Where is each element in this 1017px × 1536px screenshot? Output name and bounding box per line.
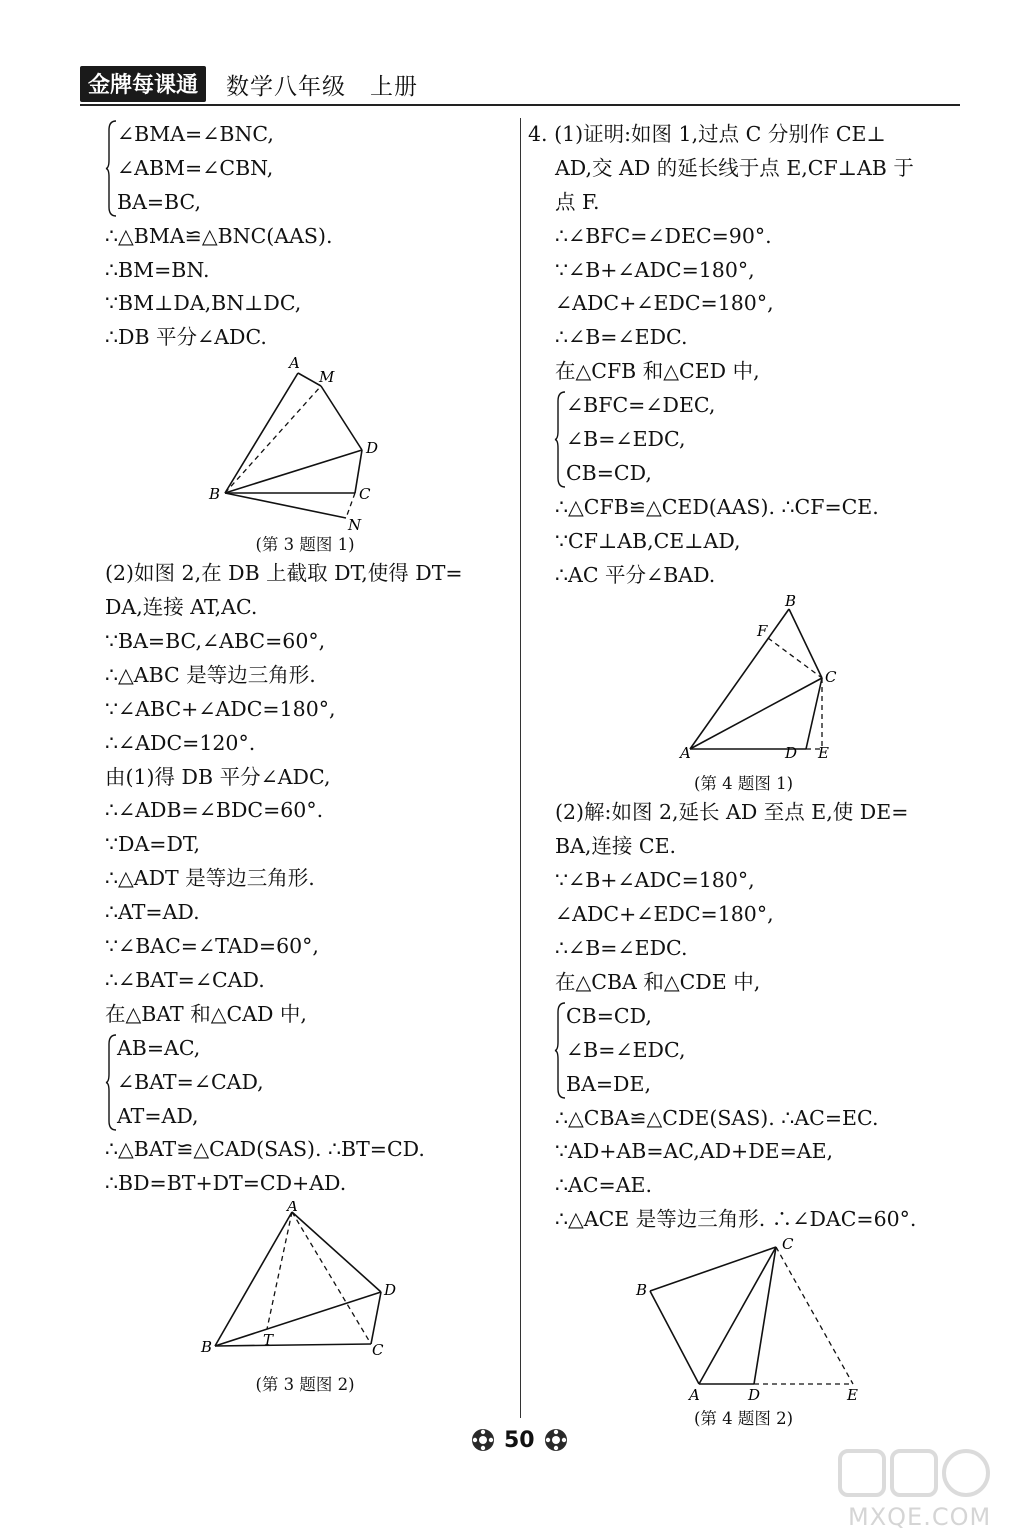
- figure-caption: (第 3 题图 2): [255, 1375, 355, 1395]
- text-line: ∵CF⊥AB,CE⊥AD,: [555, 528, 741, 553]
- point-label: D: [384, 1281, 397, 1300]
- text-line: ∠B=∠EDC,: [566, 427, 686, 452]
- text-line: ∴AC=AE.: [555, 1173, 652, 1198]
- text-line: ∴∠B=∠EDC.: [555, 936, 688, 961]
- left-brace-icon: [554, 1002, 566, 1099]
- brand-badge: 金牌每课通: [80, 66, 206, 102]
- left-brace-icon: [105, 120, 117, 217]
- text-line: ∠B=∠EDC,: [566, 1037, 686, 1062]
- text-line: (2)解:如图 2,延长 AD 至点 E,使 DE=: [555, 800, 909, 825]
- text-line: AT=AD,: [117, 1103, 199, 1128]
- point-label: E: [818, 744, 829, 763]
- column-divider: [520, 118, 521, 1418]
- text-line: 由(1)得 DB 平分∠ADC,: [105, 764, 331, 789]
- brace-system: [528, 1000, 963, 1102]
- left-brace-icon: [554, 391, 566, 488]
- text-line: ∠BFC=∠DEC,: [566, 393, 716, 418]
- point-label: N: [348, 516, 362, 534]
- text-line: ∴∠ADC=120°.: [105, 730, 256, 755]
- text-line: ∴△BMA≌△BNC(AAS).: [105, 223, 333, 248]
- text-line: (2)如图 2,在 DB 上截取 DT,使得 DT=: [105, 561, 463, 586]
- text-line: ∠BMA=∠BNC,: [117, 122, 274, 146]
- point-label: A: [287, 1201, 298, 1216]
- figure-caption: (第 4 题图 1): [693, 774, 794, 794]
- text-line: ∴△CFB≌△CED(AAS). ∴CF=CE.: [555, 494, 879, 519]
- text-line: BA,连接 CE.: [555, 834, 677, 859]
- text-line: ∴BM=BN.: [105, 257, 210, 282]
- point-label: A: [289, 355, 300, 373]
- text-line: ∠BAT=∠CAD,: [117, 1069, 264, 1094]
- book-title: 数学八年级 上册: [226, 73, 419, 100]
- text-line: ∴△ADT 是等边三角形.: [105, 866, 315, 891]
- left-column: [105, 118, 515, 1397]
- text-line: ∴∠B=∠EDC.: [555, 325, 688, 350]
- text-line: ∴△ABC 是等边三角形.: [105, 662, 316, 687]
- text-line: ∵DA=DT,: [105, 832, 201, 857]
- point-label: E: [847, 1386, 858, 1405]
- point-label: D: [748, 1386, 761, 1405]
- text-line: 4. (1)证明:如图 1,过点 C 分别作 CE⊥: [528, 122, 886, 146]
- text-line: CB=CD,: [566, 460, 652, 485]
- point-label: M: [319, 368, 335, 387]
- page-number: 50: [504, 1427, 535, 1453]
- text-line: ∴BD=BT+DT=CD+AD.: [105, 1171, 347, 1196]
- figure-4-1: [528, 592, 963, 772]
- text-line: BA=BC,: [117, 189, 201, 214]
- text-line: ∴△CBA≌△CDE(SAS). ∴AC=EC.: [555, 1105, 879, 1130]
- brace-system: [528, 389, 963, 491]
- figure-caption: (第 4 题图 2): [693, 1409, 794, 1429]
- text-line: ∠ABM=∠CBN,: [117, 155, 274, 180]
- text-line: ∵∠BAC=∠TAD=60°,: [105, 934, 319, 959]
- point-label: B: [636, 1281, 648, 1300]
- watermark: [830, 1445, 1010, 1533]
- text-line: 点 F.: [555, 189, 600, 214]
- figure-3-2: [105, 1201, 515, 1373]
- text-line: ∴∠BAT=∠CAD.: [105, 967, 265, 992]
- right-column: [528, 118, 963, 1431]
- watermark-logo-icon: [830, 1445, 1010, 1505]
- text-line: ∴AC 平分∠BAD.: [555, 562, 716, 587]
- text-line: ∵∠B+∠ADC=180°,: [555, 868, 755, 893]
- figure-4-2: [528, 1237, 963, 1407]
- text-line: ∵∠B+∠ADC=180°,: [555, 257, 755, 282]
- text-line: ∵BA=BC,∠ABC=60°,: [105, 629, 326, 654]
- left-brace-icon: [105, 1034, 117, 1131]
- text-line: ∴∠ADB=∠BDC=60°.: [105, 798, 324, 823]
- figure-caption: (第 3 题图 1): [255, 535, 355, 555]
- text-line: ∵AD+AB=AC,AD+DE=AE,: [555, 1139, 834, 1164]
- page-footer: [470, 1424, 569, 1456]
- brace-system: [105, 1032, 515, 1134]
- point-label: C: [825, 668, 837, 687]
- point-label: T: [263, 1331, 274, 1350]
- text-line: ∴AT=AD.: [105, 900, 200, 925]
- point-label: D: [785, 744, 798, 763]
- page-header: [80, 66, 418, 102]
- point-label: C: [782, 1237, 794, 1254]
- text-line: AB=AC,: [117, 1035, 201, 1060]
- point-label: A: [689, 1386, 700, 1405]
- point-label: B: [209, 485, 221, 504]
- text-line: ∠ADC+∠EDC=180°,: [555, 902, 774, 927]
- text-line: 在△CBA 和△CDE 中,: [555, 969, 761, 994]
- text-line: ∠ADC+∠EDC=180°,: [555, 291, 774, 316]
- brace-system: [105, 118, 515, 220]
- text-line: CB=CD,: [566, 1003, 652, 1028]
- text-line: ∵∠ABC+∠ADC=180°,: [105, 696, 336, 721]
- text-line: ∵BM⊥DA,BN⊥DC,: [105, 291, 302, 316]
- point-label: D: [366, 439, 379, 458]
- header-rule: [80, 104, 960, 106]
- text-line: ∴DB 平分∠ADC.: [105, 325, 267, 350]
- text-line: 在△BAT 和△CAD 中,: [105, 1001, 307, 1026]
- figure-3-1: [105, 355, 515, 533]
- text-line: BA=DE,: [566, 1071, 651, 1096]
- point-label: B: [785, 592, 797, 611]
- text-line: ∴△BAT≌△CAD(SAS). ∴BT=CD.: [105, 1137, 425, 1162]
- text-line: ∴∠BFC=∠DEC=90°.: [555, 223, 772, 248]
- text-line: DA,连接 AT,AC.: [105, 595, 258, 620]
- point-label: C: [359, 485, 371, 504]
- point-label: C: [372, 1341, 384, 1360]
- text-line: AD,交 AD 的延长线于点 E,CF⊥AB 于: [555, 155, 914, 180]
- point-label: B: [201, 1338, 213, 1357]
- flower-icon: [543, 1427, 569, 1453]
- text-line: 在△CFB 和△CED 中,: [555, 359, 760, 384]
- flower-icon: [470, 1427, 496, 1453]
- point-label: A: [680, 744, 691, 763]
- point-label: F: [757, 622, 768, 641]
- watermark-text: MXQE.COM: [848, 1503, 992, 1531]
- text-line: ∴△ACE 是等边三角形. ∴∠DAC=60°.: [555, 1207, 917, 1232]
